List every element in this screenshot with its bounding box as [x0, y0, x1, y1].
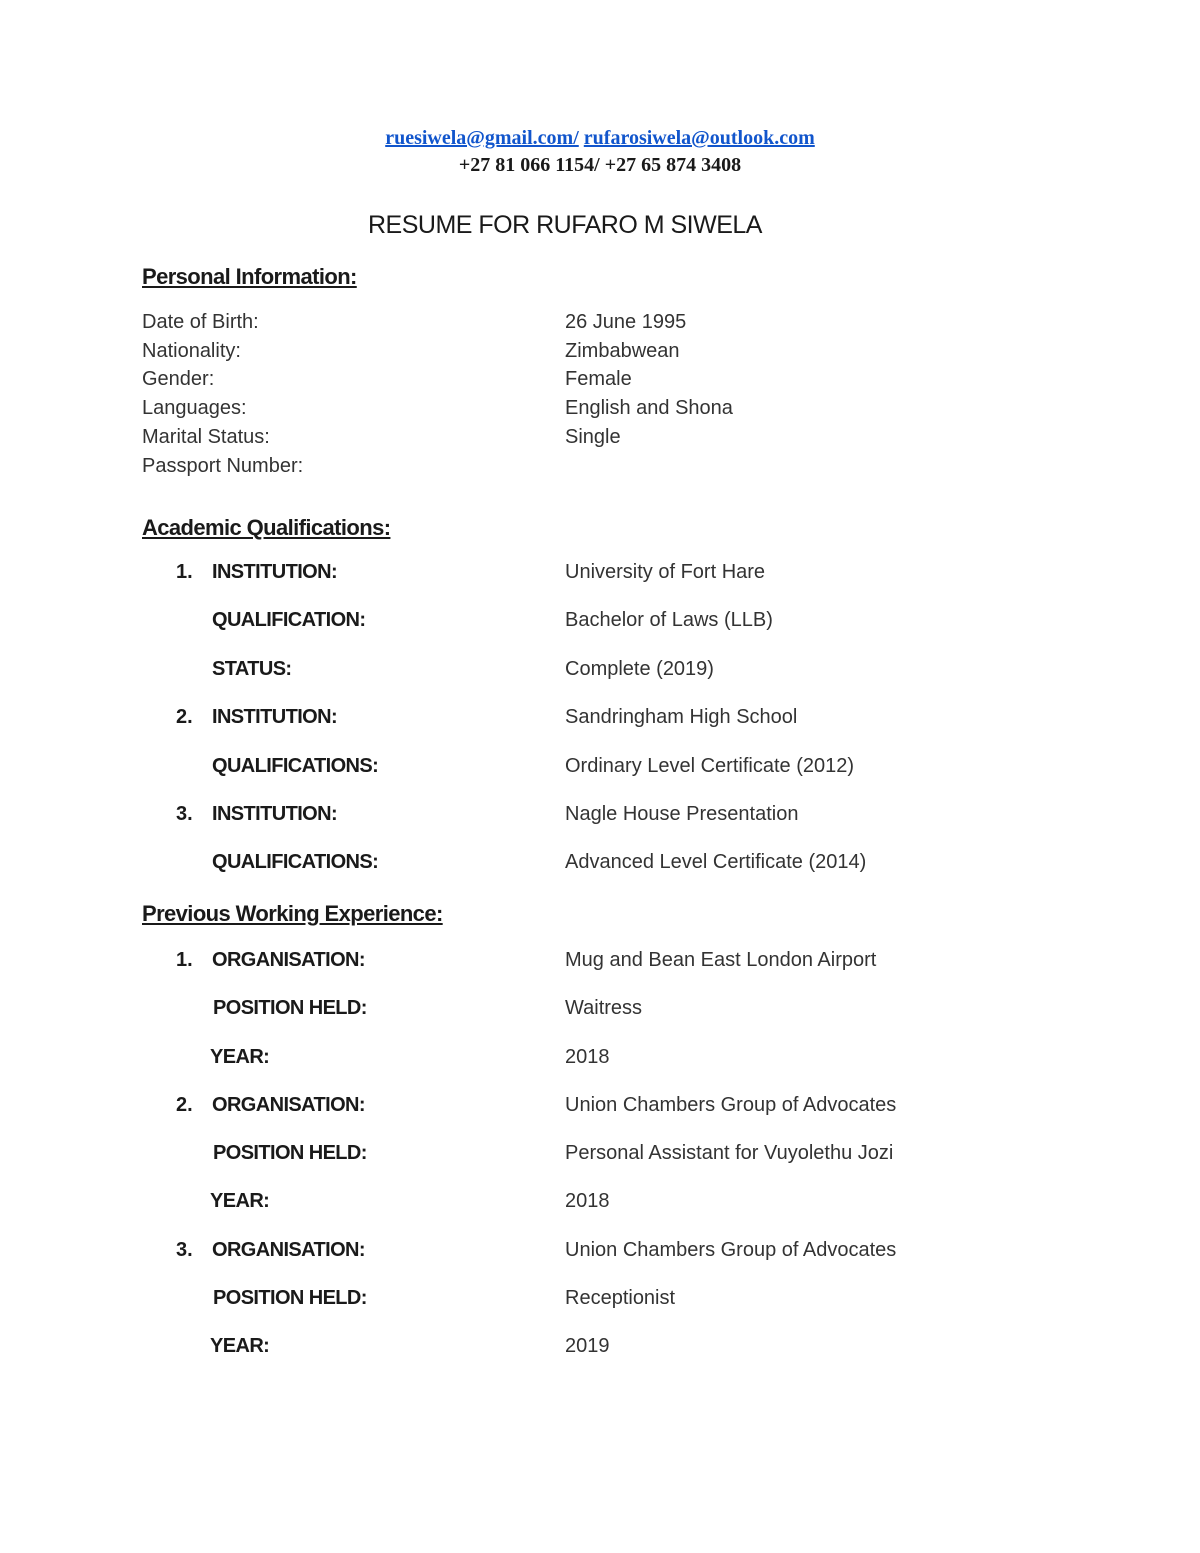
academic-key: QUALIFICATION:	[212, 609, 366, 631]
experience-key: POSITION HELD:	[213, 997, 367, 1019]
experience-item-number: 1.	[176, 949, 193, 971]
academic-key: INSTITUTION:	[212, 706, 338, 728]
marital-status-value: Single	[565, 426, 621, 448]
dob-label: Date of Birth:	[142, 311, 259, 333]
academic-item-number: 3.	[176, 803, 193, 825]
experience-value: 2018	[565, 1190, 610, 1212]
academic-value: University of Fort Hare	[565, 561, 766, 583]
experience-value: Personal Assistant for Vuyolethu Jozi	[565, 1142, 894, 1164]
academic-key: QUALIFICATIONS:	[212, 851, 379, 873]
academic-value: Advanced Level Certificate (2014)	[565, 851, 867, 873]
experience-key: POSITION HELD:	[213, 1287, 367, 1309]
experience-key: YEAR:	[210, 1046, 270, 1068]
experience-key: YEAR:	[210, 1190, 270, 1212]
experience-key: YEAR:	[210, 1335, 270, 1357]
contact-phones: +27 81 066 1154/ +27 65 874 3408	[458, 154, 742, 176]
nationality-label: Nationality:	[142, 340, 241, 362]
gender-label: Gender:	[142, 368, 215, 390]
academic-key: INSTITUTION:	[212, 803, 338, 825]
experience-key: ORGANISATION:	[212, 949, 365, 971]
experience-heading: Previous Working Experience:	[142, 901, 443, 926]
academic-value: Sandringham High School	[565, 706, 798, 728]
marital-status-label: Marital Status:	[142, 426, 270, 448]
academic-heading: Academic Qualifications:	[142, 515, 391, 540]
academic-key: STATUS:	[212, 658, 292, 680]
experience-key: ORGANISATION:	[212, 1239, 365, 1261]
academic-value: Nagle House Presentation	[565, 803, 799, 825]
contact-emails	[0, 127, 1200, 150]
academic-value: Bachelor of Laws (LLB)	[565, 609, 773, 631]
academic-item-number: 2.	[176, 706, 193, 728]
gender-value: Female	[565, 368, 632, 390]
personal-info-heading: Personal Information:	[142, 264, 357, 289]
experience-value: Mug and Bean East London Airport	[565, 949, 877, 971]
languages-value: English and Shona	[565, 397, 733, 419]
experience-value: Union Chambers Group of Advocates	[565, 1094, 897, 1116]
email-link-gmail[interactable]: ruesiwela@gmail.com/	[385, 127, 579, 149]
experience-value: 2019	[565, 1335, 610, 1357]
academic-key: INSTITUTION:	[212, 561, 338, 583]
experience-value: Union Chambers Group of Advocates	[565, 1239, 897, 1261]
academic-item-number: 1.	[176, 561, 193, 583]
resume-title: RESUME FOR RUFARO M SIWELA	[368, 211, 762, 239]
experience-value: Receptionist	[565, 1287, 676, 1309]
experience-key: POSITION HELD:	[213, 1142, 367, 1164]
email-link-outlook[interactable]: rufarosiwela@outlook.com	[583, 127, 815, 149]
experience-value: 2018	[565, 1046, 610, 1068]
academic-key: QUALIFICATIONS:	[212, 755, 379, 777]
academic-value: Complete (2019)	[565, 658, 714, 680]
academic-value: Ordinary Level Certificate (2012)	[565, 755, 855, 777]
experience-item-number: 2.	[176, 1094, 193, 1116]
nationality-value: Zimbabwean	[565, 340, 680, 362]
experience-key: ORGANISATION:	[212, 1094, 365, 1116]
passport-label: Passport Number:	[142, 455, 304, 477]
experience-item-number: 3.	[176, 1239, 193, 1261]
experience-value: Waitress	[565, 997, 643, 1019]
dob-value: 26 June 1995	[565, 311, 687, 333]
languages-label: Languages:	[142, 397, 247, 419]
